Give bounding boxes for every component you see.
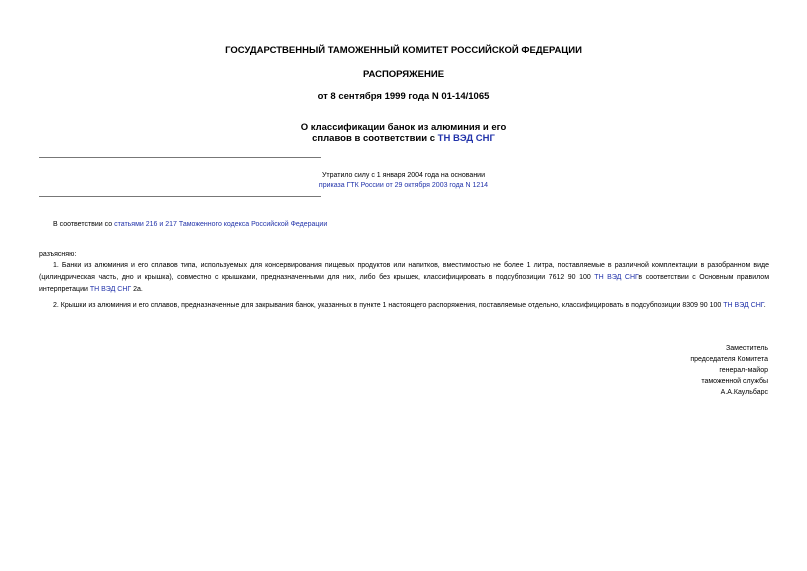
agency-name: ГОСУДАРСТВЕННЫЙ ТАМОЖЕННЫЙ КОМИТЕТ РОССИЙСКОЙ ФЕДЕРАЦИИ [225,45,582,56]
title-line-2 [0,133,807,144]
tn-ved-link-p2[interactable]: ТН ВЭД СНГ [723,302,764,309]
divider-top [39,157,321,158]
intro-text: В соответствии со [53,221,115,228]
signature-line-4: таможенной службы [701,378,768,385]
signature-block [690,343,768,398]
paragraph-1 [39,260,769,296]
signature-line-2: председателя Комитета [690,356,768,363]
paragraph-2-text-b: . [763,302,766,309]
status-note-line-1: Утратило силу с 1 января 2004 года на основании [321,172,486,179]
paragraph-1-text-c: 2а. [131,286,143,293]
clarification-label: разъясняю: [39,251,77,258]
tn-ved-link-p1a[interactable]: ТН ВЭД СНГ [594,274,639,281]
document-type: РАСПОРЯЖЕНИЕ [362,69,445,80]
gtk-order-link[interactable]: приказа ГТК России от 29 октября 2003 года N 1214 [318,182,489,189]
document-date-number: от 8 сентября 1999 года N 01-14/1065 [317,91,490,102]
customs-code-link[interactable]: статьями 216 и 217 Таможенного кодекса Российской Федерации [114,221,328,228]
signature-line-5: А.А.Каульбарс [720,389,768,396]
paragraph-2 [39,300,769,312]
document-title [0,122,807,144]
title-line-2-text: сплавов в соответствии с [312,133,438,144]
intro-paragraph [53,219,773,231]
paragraph-1-text-b: в соответствии с Основным правилом интерпретации [39,274,770,293]
tn-ved-link-title[interactable]: ТН ВЭД СНГ [437,133,495,144]
paragraph-2-text-a: 2. Крышки из алюминия и его сплавов, предназначенные для закрывания банок, указанных в пункте 1 настоящего распоряжения, поставляемые отдельно, классифицировать в подсубпозиции 8309 90 100 [53,302,724,309]
signature-line-3: генерал-майор [719,367,768,374]
tn-ved-link-p1b[interactable]: ТН ВЭД СНГ [89,286,132,293]
title-line-1: О классификации банок из алюминия и его [300,122,507,133]
divider-bottom [39,196,321,197]
paragraph-1-text-a: 1. Банки из алюминия и его сплавов типа, используемых для консервирования пищевых продуктов или напитков, вместимостью не более 1 литра, поставляемые в различной комплектации в разобранном виде (цилиндрическая часть, дно и крышка), совместно с крышками, предназначенными для них, либо без крышек, классифицировать в подсубпозиции 7612 90 100 [39,262,769,281]
status-note-line-2 [0,180,807,192]
signature-line-1: Заместитель [726,345,768,352]
